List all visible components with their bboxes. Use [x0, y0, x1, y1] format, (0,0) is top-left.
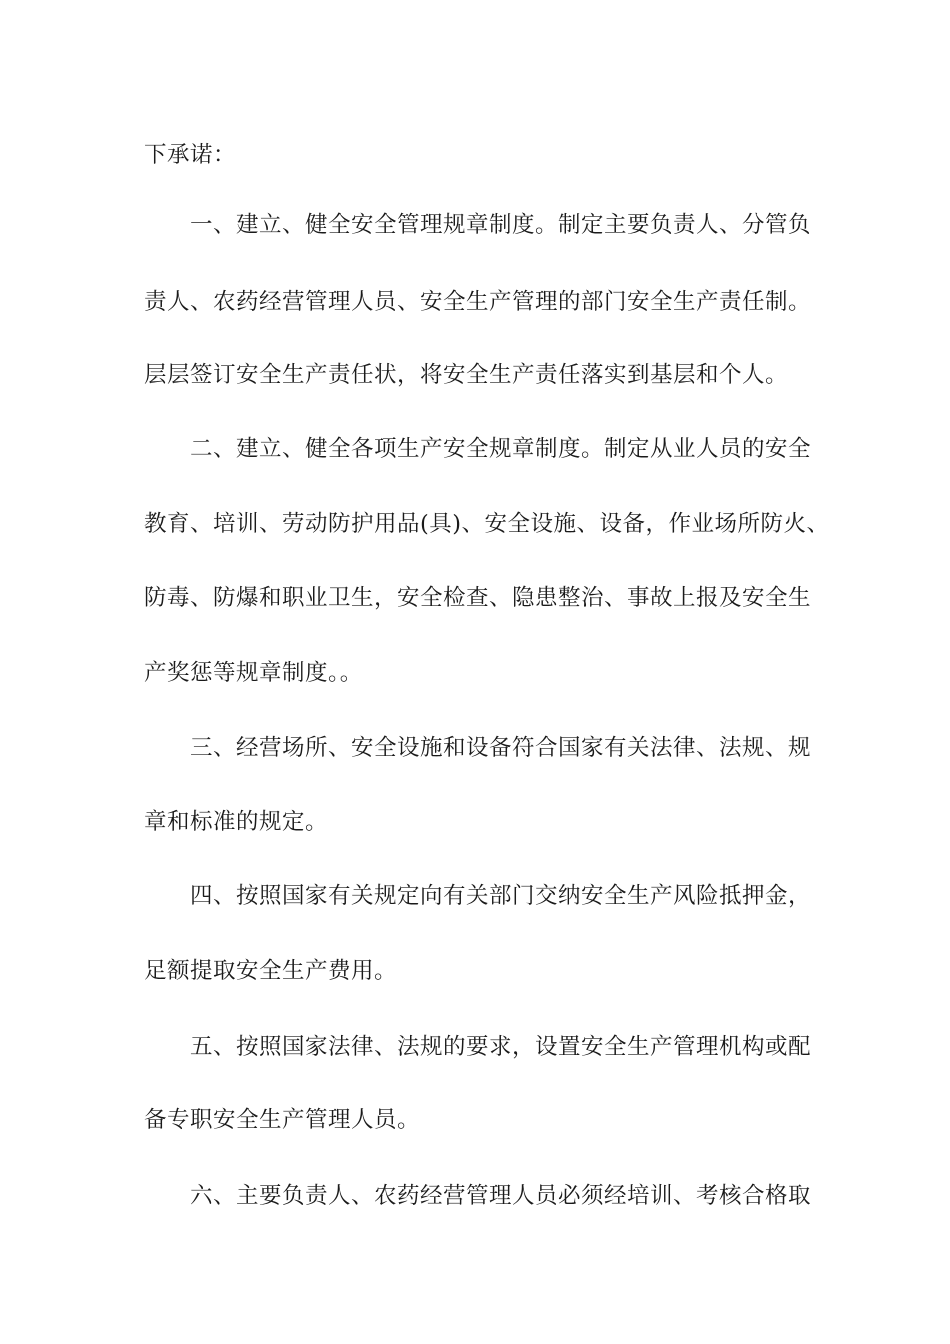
- text-line: 下承诺：: [144, 142, 237, 168]
- paragraph-4-line: 四、按照国家有关规定向有关部门交纳安全生产风险抵押金，: [190, 883, 812, 909]
- paragraph-2-line: 二、建立、健全各项生产安全规章制度。制定从业人员的安全: [190, 436, 812, 462]
- text-line: 产奖惩等规章制度。。: [144, 660, 363, 686]
- paragraph-3-line: 三、经营场所、安全设施和设备符合国家有关法律、法规、规: [190, 735, 812, 761]
- text-line: 备专职安全生产管理人员。: [144, 1107, 421, 1133]
- text-line: 教育、培训、劳动防护用品(具)、安全设施、设备，作业场所防火、: [144, 511, 830, 537]
- text-line: 层层签订安全生产责任状，将安全生产责任落实到基层和个人。: [144, 362, 789, 388]
- paragraph-6-line: 六、主要负责人、农药经营管理人员必须经培训、考核合格取: [190, 1183, 812, 1209]
- text-line: 防毒、防爆和职业卫生，安全检查、隐患整治、事故上报及安全生: [144, 585, 812, 611]
- text-line: 足额提取安全生产费用。: [144, 958, 398, 984]
- text-line: 章和标准的规定。: [144, 809, 329, 835]
- text-line: 责人、农药经营管理人员、安全生产管理的部门安全生产责任制。: [144, 289, 812, 315]
- paragraph-5-line: 五、按照国家法律、法规的要求，设置安全生产管理机构或配: [190, 1034, 812, 1060]
- paragraph-1-line: 一、建立、健全安全管理规章制度。制定主要负责人、分管负: [190, 212, 812, 238]
